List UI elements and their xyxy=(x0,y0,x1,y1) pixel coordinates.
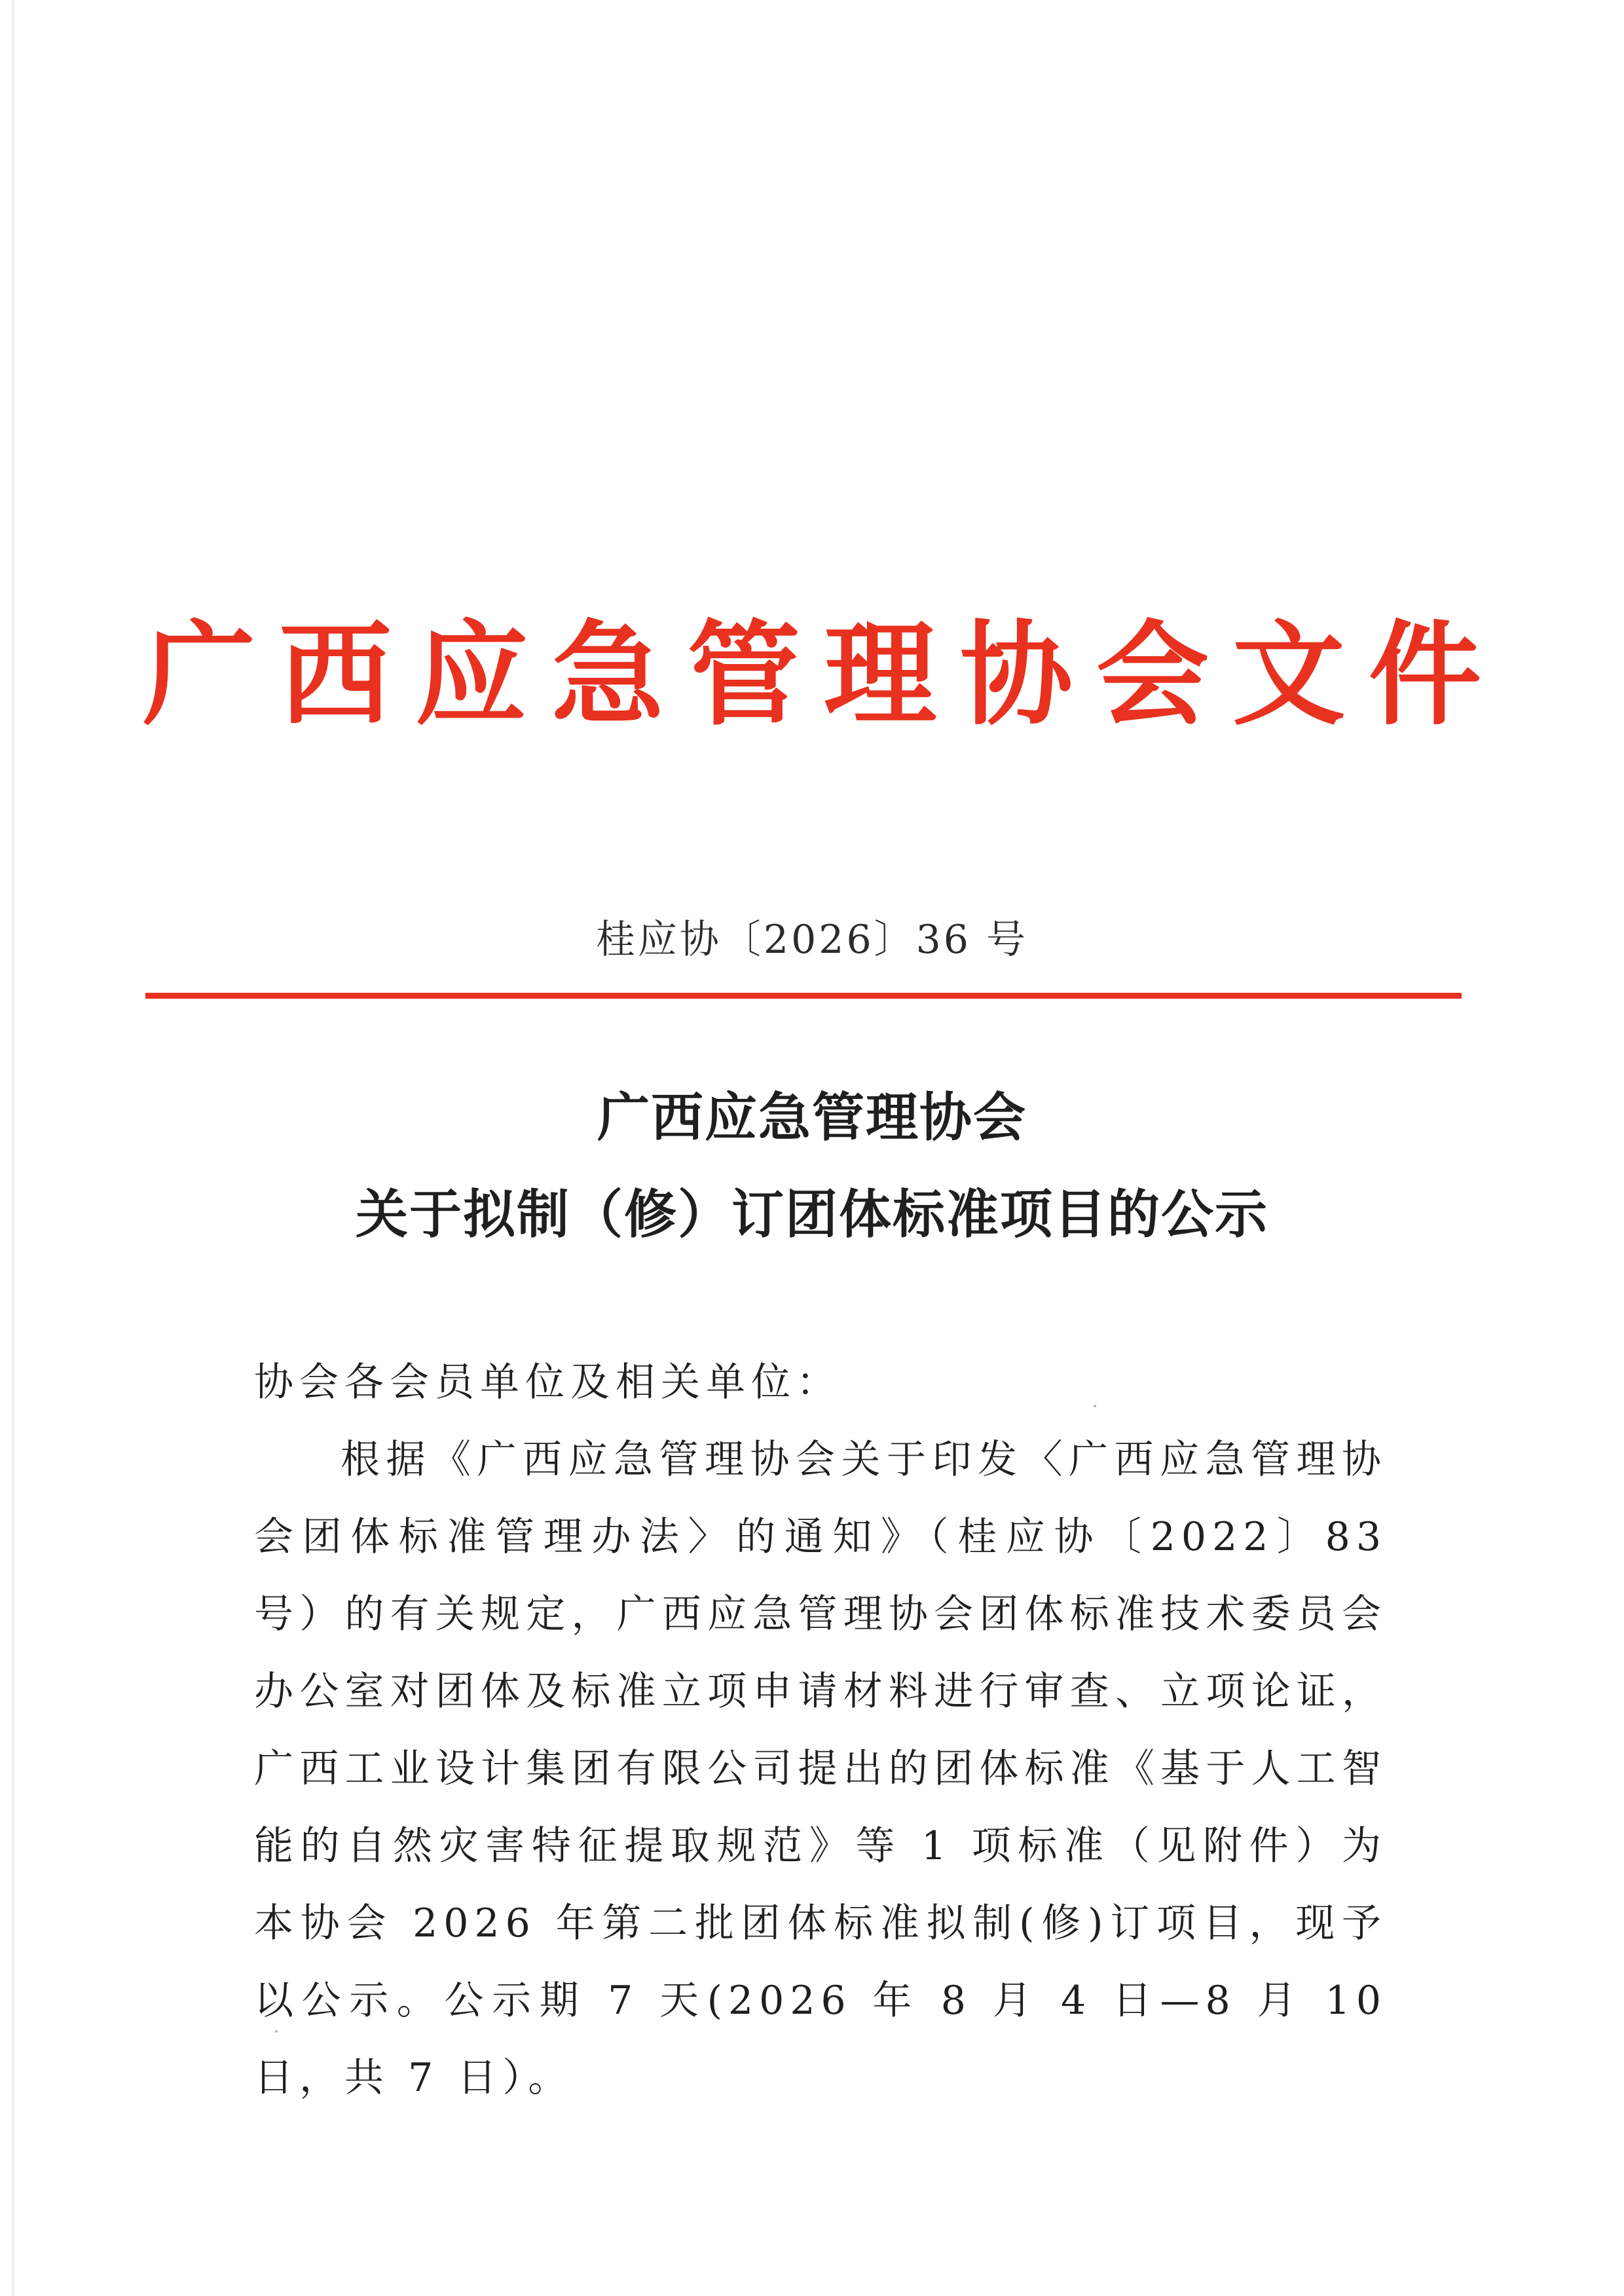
scan-speck xyxy=(275,2030,278,2033)
document-number: 桂应协〔2026〕36 号 xyxy=(595,917,1029,963)
scan-speck xyxy=(1094,1405,1096,1407)
body-paragraph: 根据《广西应急管理协会关于印发〈广西应急管理协会团体标准管理办法〉的通知》（桂应协〔2022〕83 号）的有关规定，广西应急管理协会团体标准技术委员会办公室对团体及标准立项申请材料进行审查、立项论证，广西工业设计集团有限公司提出的团体标准《基于人工智能的自然灾害特征提取规范》等 1 项标准（见附件）为本协会 2026 年第二批团体标准拟制(修)订项目，现予以公示。公示期 7 天(2026 年 8 月 4 日—8 月 10 日，共 7 日）。 xyxy=(254,1437,1387,2101)
document-title-line-1: 广西应急管理协会 xyxy=(597,1087,1027,1148)
red-divider-rule xyxy=(145,993,1462,999)
document-masthead: 广西应急管理协会文件 xyxy=(143,608,1505,741)
salutation: 协会各会员单位及相关单位： xyxy=(254,1360,841,1405)
document-title-line-2: 关于拟制（修）订团体标准项目的公示 xyxy=(356,1184,1268,1245)
